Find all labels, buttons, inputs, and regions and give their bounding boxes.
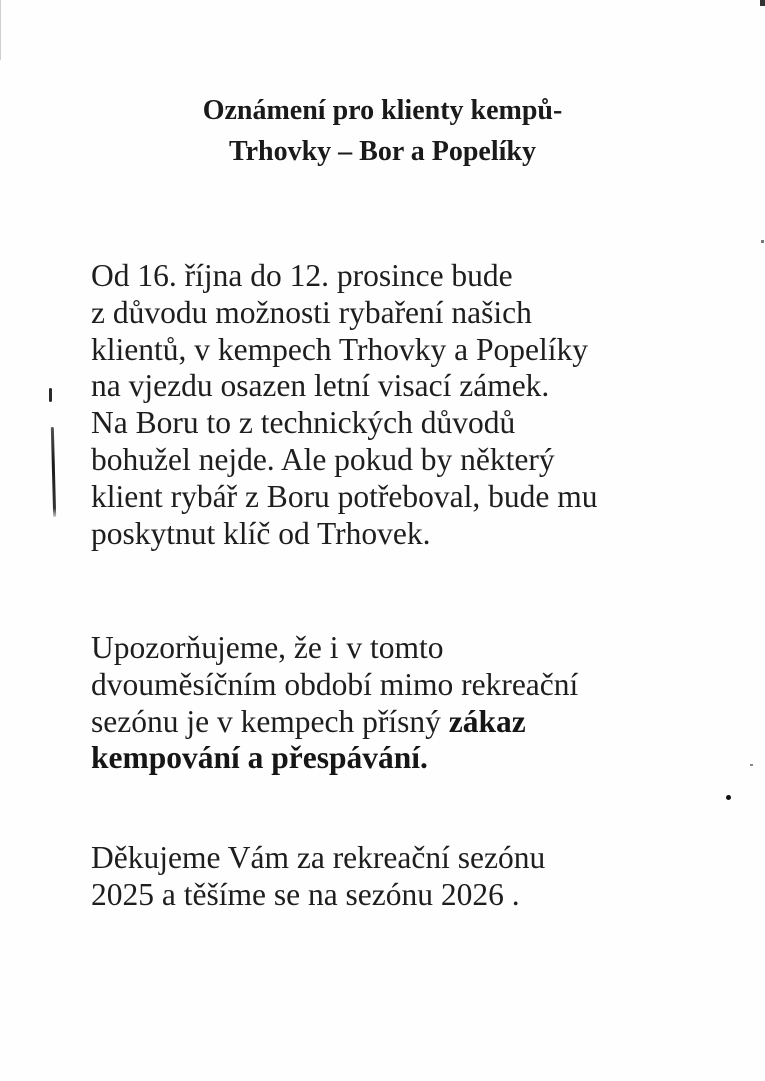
pen-mark-artifact	[49, 388, 52, 402]
text-line: z důvodu možnosti rybaření našich	[91, 294, 532, 330]
text-line: poskytnut klíč od Trhovek.	[91, 515, 431, 551]
scan-speck-artifact	[761, 240, 764, 243]
text-line: Upozorňujeme, že i v tomto	[91, 630, 444, 665]
text-line: bohužel nejde. Ale pokud by některý	[91, 441, 555, 477]
text-line: Od 16. října do 12. prosince bude	[91, 258, 513, 293]
scan-speck-artifact	[750, 764, 753, 766]
notice-title-line-1: Oznámení pro klienty kempů-	[202, 95, 563, 126]
scan-dot-artifact	[726, 795, 731, 800]
text-line: klient rybář z Boru potřeboval, bude mu	[91, 478, 598, 514]
text-line: na vjezdu osazen letní visací zámek.	[91, 368, 550, 404]
text-line	[91, 740, 751, 777]
text-line	[91, 704, 751, 741]
paragraph-fishing-access	[91, 258, 751, 552]
scan-corner-artifact	[760, 0, 765, 6]
bold-emphasis: zákaz	[448, 703, 526, 739]
text-line: Na Boru to z technických důvodů	[91, 405, 516, 441]
text-line: Děkujeme Vám za rekreační sezónu	[91, 840, 546, 875]
scan-edge-artifact	[0, 0, 1, 60]
pen-stroke-artifact	[51, 427, 56, 517]
text-line: klientů, v kempech Trhovky a Popelíky	[91, 331, 588, 367]
paragraph-camping-ban-warning	[91, 630, 751, 777]
paragraph-thank-you	[91, 840, 751, 914]
notice-title-line-2: Trhovky – Bor a Popelíky	[228, 136, 536, 167]
text-line: 2025 a těšíme se na sezónu 2026 .	[91, 876, 520, 912]
bold-emphasis: kempování a přespávání.	[91, 740, 428, 776]
text-segment: sezónu je v kempech přísný	[91, 703, 449, 739]
text-line: dvouměsíčním období mimo rekreační	[91, 666, 579, 702]
notice-title	[0, 90, 765, 172]
